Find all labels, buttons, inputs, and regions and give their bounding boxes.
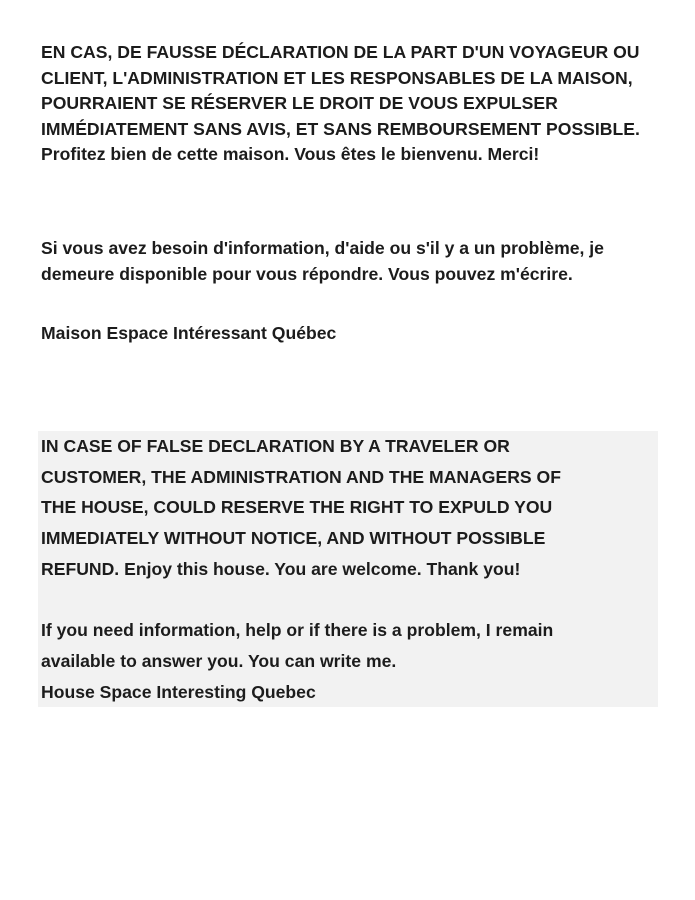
english-warning-line: THE HOUSE, COULD RESERVE THE RIGHT TO EXPULD YOU [38, 492, 658, 523]
english-help-line: If you need information, help or if there is a problem, I remain [38, 615, 658, 646]
french-section [41, 40, 661, 168]
english-signature: House Space Interesting Quebec [38, 677, 658, 708]
english-warning-line: REFUND. Enjoy this house. You are welcome. Thank you! [38, 554, 658, 585]
english-help-line: available to answer you. You can write me. [38, 646, 658, 677]
french-warning-paragraph: EN CAS, DE FAUSSE DÉCLARATION DE LA PART D'UN VOYAGEUR OU CLIENT, L'ADMINISTRATION ET LES RESPONSABLES DE LA MAISON, POURRAIENT SE RÉSERVER LE DROIT DE VOUS EXPULSER IMMÉDIATEMENT SANS AVIS, ET SANS REMBOURSEMENT POSSIBLE. Profitez bien de cette maison. Vous êtes le bienvenu. Merci! [41, 42, 640, 165]
french-signature: Maison Espace Intéressant Québec [41, 323, 337, 343]
english-warning-line: IMMEDIATELY WITHOUT NOTICE, AND WITHOUT POSSIBLE [38, 523, 658, 554]
english-section [38, 431, 658, 707]
english-warning-line: IN CASE OF FALSE DECLARATION BY A TRAVELER OR [38, 431, 658, 462]
english-warning-line: CUSTOMER, THE ADMINISTRATION AND THE MANAGERS OF [38, 462, 658, 493]
french-help-paragraph: Si vous avez besoin d'information, d'aide ou s'il y a un problème, je demeure disponible pour vous répondre. Vous pouvez m'écrire. [41, 238, 604, 284]
paragraph-gap [38, 585, 658, 616]
